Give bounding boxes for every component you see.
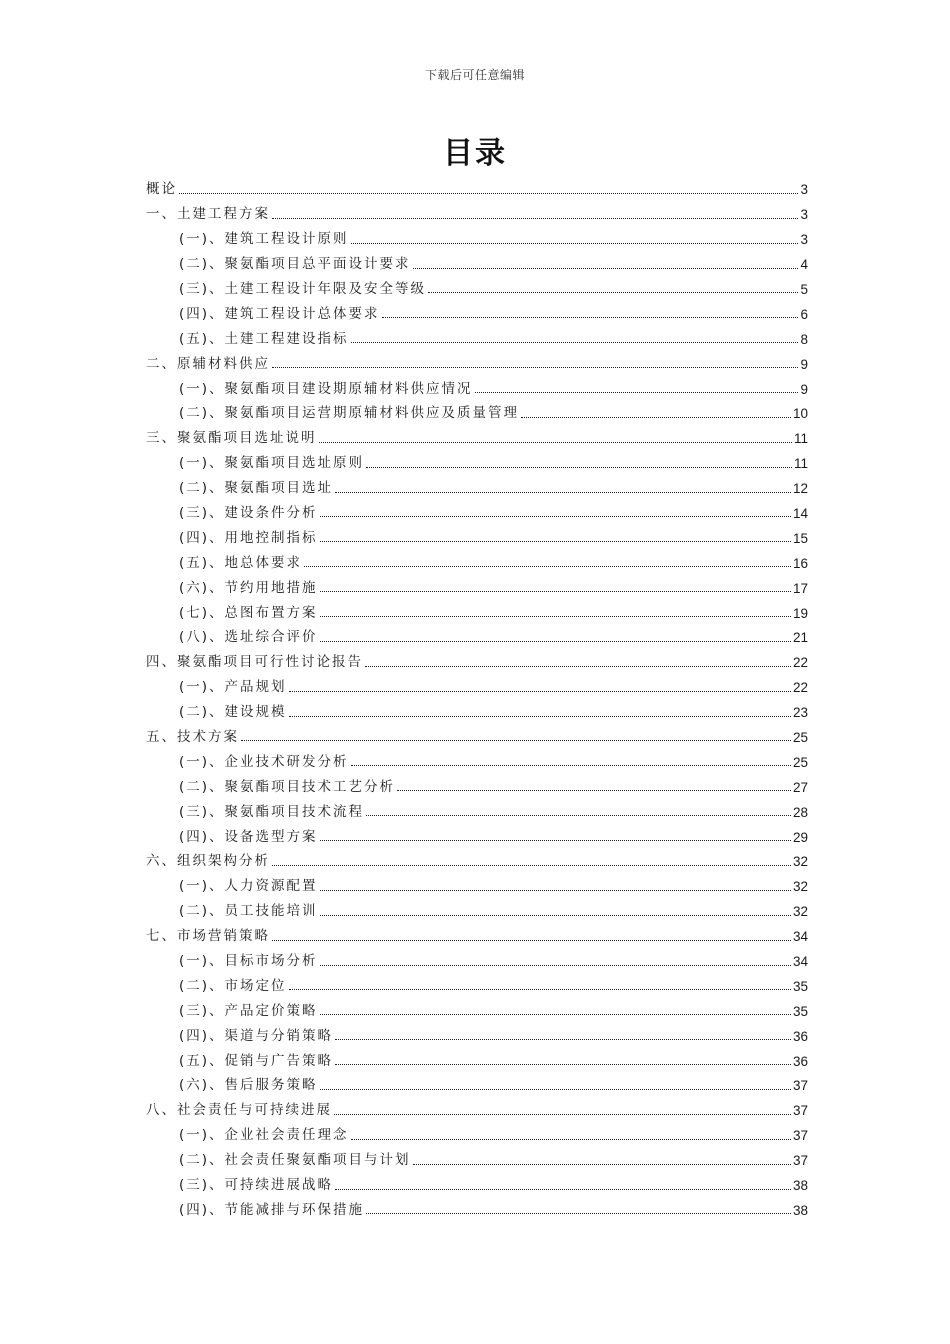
toc-entry-page-number: 6 [800, 306, 808, 322]
toc-entry-label: (七)、总图布置方案 [179, 604, 318, 621]
toc-entry[interactable] [146, 473, 808, 498]
toc-entry-page-number: 37 [792, 1128, 808, 1144]
toc-dot-leader [397, 789, 791, 791]
toc-dot-leader [241, 739, 791, 741]
toc-entry-label: 七、市场营销策略 [146, 928, 270, 945]
toc-entry[interactable] [146, 373, 808, 398]
toc-entry[interactable] [146, 423, 808, 448]
toc-entry-label: (四)、设备选型方案 [179, 828, 318, 845]
toc-dot-leader [320, 1088, 791, 1090]
toc-entry-label: (三)、产品定价策略 [179, 1002, 318, 1019]
toc-entry[interactable] [146, 597, 808, 622]
toc-dot-leader [382, 316, 799, 318]
toc-dot-leader [365, 665, 791, 667]
toc-dot-leader [351, 1138, 791, 1140]
toc-dot-leader [320, 540, 791, 542]
toc-dot-leader [319, 441, 792, 443]
toc-dot-leader [413, 1163, 791, 1165]
toc-entry-label: (四)、用地控制指标 [179, 529, 318, 546]
toc-entry-page-number: 27 [792, 779, 808, 795]
toc-entry-page-number: 36 [792, 1053, 808, 1069]
toc-dot-leader [366, 466, 792, 468]
toc-entry[interactable] [146, 1020, 808, 1045]
toc-dot-leader [335, 491, 791, 493]
toc-entry[interactable] [146, 971, 808, 996]
toc-entry-label: (四)、节能减排与环保措施 [179, 1201, 365, 1218]
toc-dot-leader [351, 242, 799, 244]
toc-entry-label: (八)、选址综合评价 [179, 629, 318, 646]
toc-entry-page-number: 32 [792, 879, 808, 895]
header-note: 下载后可任意编辑 [424, 68, 525, 82]
toc-entry-page-number: 29 [792, 829, 808, 845]
toc-dot-leader [320, 839, 791, 841]
toc-entry-label: (五)、土建工程建设指标 [179, 330, 349, 347]
toc-entry[interactable] [146, 622, 808, 647]
table-of-contents [146, 174, 808, 1219]
toc-dot-leader [272, 939, 791, 941]
toc-entry-label: 八、社会责任与可持续进展 [146, 1102, 332, 1119]
toc-dot-leader [320, 640, 791, 642]
toc-entry[interactable] [146, 1095, 808, 1120]
toc-entry[interactable] [146, 995, 808, 1020]
toc-entry-label: 五、技术方案 [146, 728, 239, 745]
toc-dot-leader [366, 814, 791, 816]
toc-entry[interactable] [146, 796, 808, 821]
toc-dot-leader [335, 1038, 791, 1040]
toc-entry-label: (二)、聚氨酯项目选址 [179, 480, 334, 497]
toc-dot-leader [320, 914, 791, 916]
toc-entry[interactable] [146, 274, 808, 299]
toc-entry[interactable] [146, 921, 808, 946]
toc-entry-label: (六)、节约用地措施 [179, 579, 318, 596]
toc-dot-leader [335, 1063, 791, 1065]
toc-entry[interactable] [146, 1145, 808, 1170]
toc-entry-page-number: 25 [792, 729, 808, 745]
toc-entry-page-number: 32 [792, 904, 808, 920]
toc-dot-leader [521, 416, 791, 418]
toc-entry-page-number: 5 [800, 281, 808, 297]
toc-entry-label: (一)、人力资源配置 [179, 878, 318, 895]
toc-entry[interactable] [146, 547, 808, 572]
toc-entry-label: (二)、聚氨酯项目技术工艺分析 [179, 778, 396, 795]
toc-dot-leader [475, 391, 799, 393]
toc-entry[interactable] [146, 1170, 808, 1195]
toc-entry[interactable] [146, 746, 808, 771]
toc-entry[interactable] [146, 572, 808, 597]
toc-entry-label: (二)、社会责任聚氨酯项目与计划 [179, 1152, 411, 1169]
toc-entry-page-number: 37 [792, 1078, 808, 1094]
toc-entry-page-number: 28 [792, 804, 808, 820]
toc-entry[interactable] [146, 298, 808, 323]
toc-dot-leader [428, 291, 798, 293]
toc-entry[interactable] [146, 871, 808, 896]
toc-entry-page-number: 22 [792, 655, 808, 671]
toc-entry-page-number: 4 [800, 257, 808, 273]
toc-entry[interactable] [146, 771, 808, 796]
toc-entry-label: (四)、渠道与分销策略 [179, 1027, 334, 1044]
toc-entry[interactable] [146, 224, 808, 249]
toc-entry-page-number: 35 [792, 978, 808, 994]
toc-entry-page-number: 15 [792, 530, 808, 546]
toc-dot-leader [289, 988, 791, 990]
toc-entry-page-number: 21 [792, 630, 808, 646]
toc-entry-page-number: 23 [792, 705, 808, 721]
toc-entry-page-number: 34 [792, 954, 808, 969]
toc-dot-leader [320, 889, 791, 891]
toc-entry[interactable] [146, 498, 808, 523]
toc-entry[interactable] [146, 672, 808, 697]
toc-entry[interactable] [146, 199, 808, 224]
toc-entry[interactable] [146, 896, 808, 921]
toc-entry-label: (三)、土建工程设计年限及安全等级 [179, 280, 427, 297]
page-title: 目录 [443, 136, 507, 171]
toc-dot-leader [272, 864, 791, 866]
toc-entry[interactable] [146, 946, 808, 971]
toc-entry-page-number: 11 [793, 431, 808, 447]
toc-entry-page-number: 16 [792, 555, 808, 571]
toc-entry-label: (一)、企业技术研发分析 [179, 753, 349, 770]
toc-entry[interactable] [146, 1070, 808, 1095]
toc-entry[interactable] [146, 522, 808, 547]
toc-dot-leader [320, 964, 791, 966]
toc-entry[interactable] [146, 1045, 808, 1070]
toc-dot-leader [413, 267, 799, 269]
toc-entry-page-number: 17 [792, 580, 808, 596]
toc-entry-page-number: 9 [800, 381, 808, 397]
toc-dot-leader [351, 341, 799, 343]
toc-entry-page-number: 9 [800, 356, 808, 372]
toc-entry-page-number: 34 [792, 929, 808, 945]
toc-dot-leader [304, 565, 791, 567]
toc-entry-page-number: 36 [792, 1028, 808, 1044]
toc-dot-leader [320, 590, 791, 592]
toc-entry-label: (一)、聚氨酯项目选址原则 [179, 455, 365, 472]
toc-dot-leader [351, 764, 791, 766]
toc-entry-label: (二)、市场定位 [179, 977, 287, 994]
toc-entry-page-number: 35 [792, 1003, 808, 1019]
toc-entry[interactable] [146, 323, 808, 348]
toc-entry-label: (二)、员工技能培训 [179, 903, 318, 920]
toc-entry-label: (一)、产品规划 [179, 679, 287, 696]
toc-entry-label: (三)、可持续进展战略 [179, 1177, 334, 1194]
toc-entry[interactable] [146, 697, 808, 722]
toc-entry-page-number: 38 [792, 1202, 808, 1218]
toc-entry-page-number: 8 [800, 331, 808, 347]
toc-entry-page-number: 3 [800, 207, 808, 223]
toc-entry-label: (二)、聚氨酯项目运营期原辅材料供应及质量管理 [179, 405, 520, 422]
toc-entry-page-number: 32 [792, 854, 808, 870]
toc-entry-label: 概论 [146, 181, 177, 198]
toc-entry-label: (二)、聚氨酯项目总平面设计要求 [179, 256, 411, 273]
toc-dot-leader [366, 1212, 791, 1214]
toc-entry-page-number: 12 [792, 481, 808, 497]
toc-entry-page-number: 3 [800, 232, 808, 248]
toc-entry-label: (二)、建设规模 [179, 704, 287, 721]
toc-entry-label: (一)、建筑工程设计原则 [179, 231, 349, 248]
toc-entry-label: (五)、促销与广告策略 [179, 1052, 334, 1069]
toc-entry-label: (五)、地总体要求 [179, 554, 303, 571]
toc-entry-page-number: 25 [792, 754, 808, 770]
toc-entry[interactable] [146, 1195, 808, 1220]
toc-entry[interactable] [146, 174, 808, 199]
toc-entry-label: (一)、企业社会责任理念 [179, 1127, 349, 1144]
toc-dot-leader [272, 366, 798, 368]
toc-dot-leader [289, 690, 791, 692]
toc-entry-label: 二、原辅材料供应 [146, 355, 270, 372]
toc-dot-leader [179, 192, 798, 194]
toc-entry[interactable] [146, 722, 808, 747]
toc-dot-leader [320, 1013, 791, 1015]
toc-entry-label: 三、聚氨酯项目选址说明 [146, 430, 317, 447]
toc-entry[interactable] [146, 1120, 808, 1145]
toc-entry[interactable] [146, 647, 808, 672]
toc-dot-leader [335, 1188, 791, 1190]
toc-dot-leader [272, 217, 798, 219]
toc-entry-label: (四)、建筑工程设计总体要求 [179, 305, 380, 322]
toc-entry-label: (三)、建设条件分析 [179, 504, 318, 521]
toc-entry-label: (一)、聚氨酯项目建设期原辅材料供应情况 [179, 380, 473, 397]
toc-entry-page-number: 10 [792, 406, 808, 422]
toc-dot-leader [320, 615, 791, 617]
toc-entry[interactable] [146, 821, 808, 846]
toc-entry-label: (三)、聚氨酯项目技术流程 [179, 803, 365, 820]
toc-entry-page-number: 22 [792, 680, 808, 696]
toc-entry-page-number: 38 [792, 1178, 808, 1194]
toc-entry[interactable] [146, 398, 808, 423]
toc-entry-page-number: 37 [792, 1103, 808, 1119]
toc-entry-page-number: 37 [792, 1153, 808, 1169]
toc-dot-leader [289, 715, 791, 717]
toc-entry-label: 一、土建工程方案 [146, 206, 270, 223]
toc-entry-page-number: 11 [793, 456, 808, 472]
toc-entry[interactable] [146, 348, 808, 373]
toc-entry[interactable] [146, 846, 808, 871]
toc-entry-label: (六)、售后服务策略 [179, 1077, 318, 1094]
toc-entry[interactable] [146, 249, 808, 274]
toc-entry-page-number: 19 [792, 605, 808, 621]
toc-dot-leader [334, 1113, 791, 1115]
toc-entry-label: 四、聚氨酯项目可行性讨论报告 [146, 654, 363, 671]
toc-entry-page-number: 3 [800, 182, 808, 198]
toc-entry-label: (一)、目标市场分析 [179, 953, 318, 969]
toc-entry-page-number: 14 [792, 505, 808, 521]
toc-dot-leader [320, 515, 791, 517]
toc-entry[interactable] [146, 448, 808, 473]
toc-entry-label: 六、组织架构分析 [146, 853, 270, 870]
